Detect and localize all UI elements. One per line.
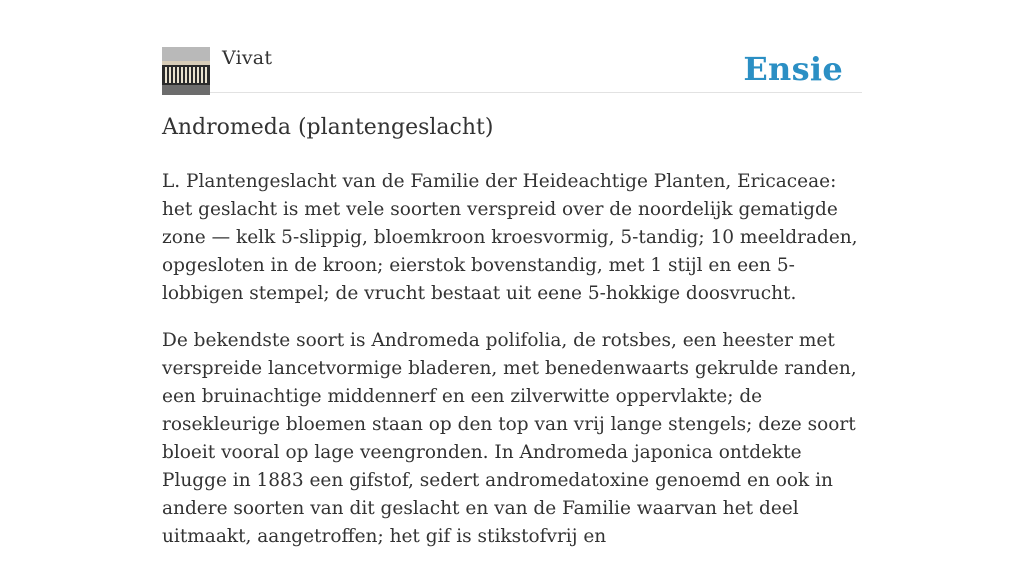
bookshelf-avatar-icon [162,47,210,95]
article-body [162,168,862,570]
article-paragraph: De bekendste soort is Andromeda polifolia, de rotsbes, een heester met verspreide lancetvormige bladeren, met benedenwaarts gekrulde randen, een bruinachtige middennerf en een zilverwitte oppervlakte; de rosekleurige bloemen staan op den top van vrij lange stengels; deze soort bloeit vooral op lage veengronden. In Andromeda japonica ontdekte Plugge in 1883 een gifstof, sedert andromedatoxine genoemd en ook in andere soorten van dit geslacht en van de Familie waarvan het deel uitmaakt, aangetroffen; het gif is stikstofvrij en [162,330,857,547]
author-avatar[interactable] [162,47,210,95]
author-name[interactable]: Vivat [222,47,273,69]
header [162,46,862,93]
article-title: Andromeda (plantengeslacht) [162,115,494,140]
brand-logo[interactable]: Ensie [743,50,843,88]
article-paragraph: L. Plantengeslacht van de Familie der Heideachtige Planten, Ericaceae: het geslacht is met vele soorten verspreid over de noordelijk gematigde zone — kelk 5-slippig, bloemkroon kroesvormig, 5-tandig; 10 meeldraden, opgesloten in de kroon; eierstok bovenstandig, met 1 stijl en een 5-lobbigen stempel; de vrucht bestaat uit eene 5-hokkige doosvrucht. [162,171,858,304]
